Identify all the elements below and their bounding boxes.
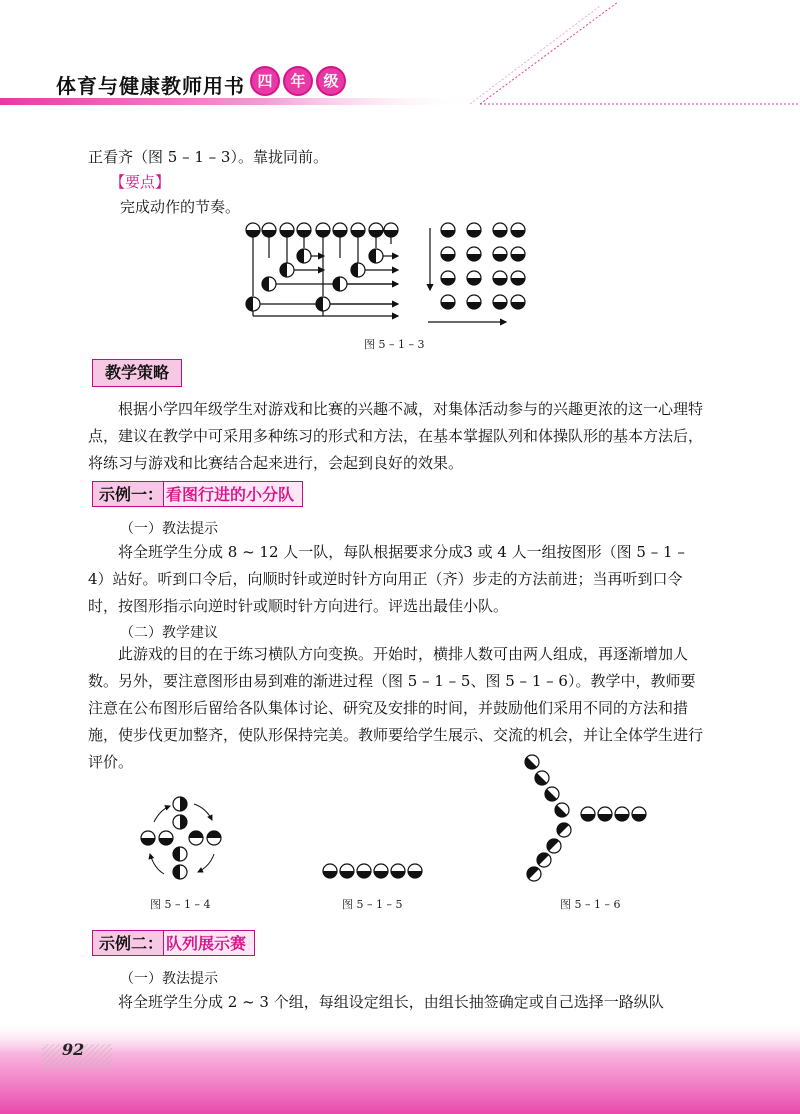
- figure-5-1-6: [518, 750, 664, 886]
- example-1-title: 看图行进的小分队: [163, 481, 303, 507]
- header-bar: [0, 98, 480, 105]
- grade-badge: [250, 66, 346, 96]
- section-heading-strategy: 教学策略: [92, 359, 182, 387]
- example-1-heading: [92, 481, 303, 507]
- ex1-paragraph-2: 此游戏的目的在于练习横队方向变换。开始时，横排人数可由两人组成，再逐渐增加人数。另外，要注意图形由易到难的渐进过程（图 5 – 1 – 5、图 5 – 1 – 6）。教学中，教师要注意在公布图形后留给各队集体讨论、研究及安排的时间，并鼓励他们采用不同的方法和措施，使步伐更加整齐，使队形保持完美。教师要给学生展示、交流的机会，并让全体学生进行评价。: [88, 645, 704, 771]
- example-2-prefix: 示例二：: [92, 930, 163, 956]
- fig-5-1-6-caption: 图 5 – 1 – 6: [560, 898, 621, 911]
- fig-5-1-4-caption: 图 5 – 1 – 4: [150, 898, 211, 911]
- ex1-subheading-2: （二）教学建议: [120, 625, 218, 641]
- example-2-title: 队列展示赛: [163, 930, 255, 956]
- ex2-subheading-1: （一）教法提示: [120, 971, 218, 987]
- ex1-subheading-1: （一）教法提示: [120, 521, 218, 537]
- grade-char-2: 年: [283, 66, 313, 96]
- figure-5-1-3: [236, 218, 526, 330]
- key-points-label: 【要点】: [110, 173, 171, 191]
- grade-char-3: 级: [316, 66, 346, 96]
- ex1-paragraph-1: 将全班学生分成 8 ~ 12 人一队，每队根据要求分成3 或 4 人一组按图形（图 5 – 1 – 4）站好。听到口令后，向顺时针或逆时针方向用正（齐）步走的方法前进；当再听到口令时，按图形指示向逆时针或顺时针方向进行。评选出最佳小队。: [88, 543, 685, 615]
- key-points-text: 完成动作的节奏。: [120, 198, 241, 216]
- fig-5-1-3-caption: 图 5 – 1 – 3: [364, 338, 425, 351]
- figure-5-1-5: [318, 860, 428, 882]
- ex2-paragraph-1: 将全班学生分成 2 ~ 3 个组，每组设定组长，由组长抽签确定或自己选择一路纵队: [118, 993, 664, 1011]
- fig-5-1-5-caption: 图 5 – 1 – 5: [342, 898, 403, 911]
- grade-char-1: 四: [250, 66, 280, 96]
- book-title: 体育与健康教师用书: [56, 74, 245, 98]
- figure-5-1-4: [134, 792, 234, 882]
- example-2-heading: [92, 930, 255, 956]
- page-number: 92: [62, 1040, 85, 1059]
- example-1-prefix: 示例一：: [92, 481, 163, 507]
- footer-gradient: [0, 1020, 800, 1114]
- strategy-paragraph: 根据小学四年级学生对游戏和比赛的兴趣不减，对集体活动参与的兴趣更浓的这一心理特点，建议在教学中可采用多种练习的形式和方法，在基本掌握队列和体操队形的基本方法后，将练习与游戏和比赛结合起来进行，会起到良好的效果。: [88, 400, 704, 472]
- text-line-1: 正看齐（图 5 – 1 – 3）。靠拢同前。: [88, 148, 328, 166]
